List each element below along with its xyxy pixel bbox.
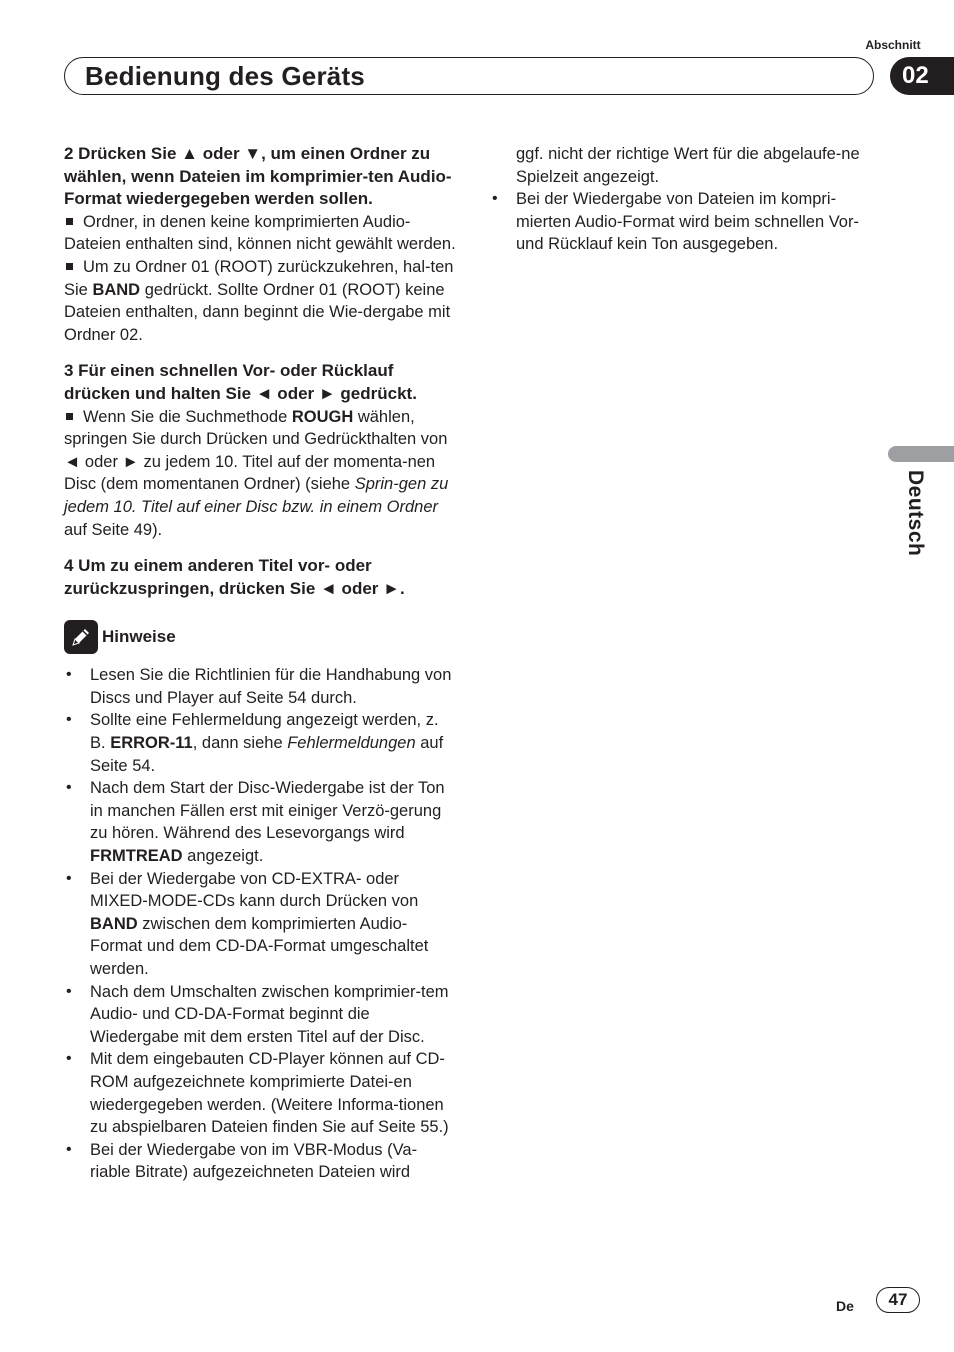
list-item — [64, 1048, 456, 1138]
footer-language-code: De — [836, 1298, 854, 1314]
list-item-continuation — [490, 143, 870, 188]
right-column — [490, 143, 870, 256]
list-item — [64, 664, 456, 709]
bullet-text: auf Seite 54. — [90, 734, 444, 775]
page-title: Bedienung des Geräts — [85, 61, 365, 91]
header-bar — [64, 57, 874, 95]
list-item — [64, 981, 456, 1049]
square-bullet-icon — [66, 413, 73, 420]
hinweise-header — [64, 620, 456, 654]
language-tab — [888, 446, 954, 462]
note-text: Ordner, in denen keine komprimierten Audio-Dateien enthalten sind, können nicht gewählt werden. — [64, 212, 456, 254]
step-4-heading: 4 Um zu einem anderen Titel vor- oder zurückzuspringen, drücken Sie ◄ oder ►. — [64, 556, 405, 598]
bullet-text: , dann siehe — [192, 734, 288, 753]
step-3-note — [64, 406, 456, 542]
step-2-heading: 2 Drücken Sie ▲ oder ▼, um einen Ordner zu wählen, wenn Dateien im komprimier-ten Audio-Format wiedergegeben werden sollen. — [64, 144, 452, 209]
bullet-text: Bei der Wiedergabe von Dateien im kompri-mierten Audio-Format wird beim schnellen Vor- und Rücklauf kein Ton ausgegeben. — [516, 190, 859, 254]
bullet-text: Nach dem Start der Disc-Wiedergabe ist der Ton in manchen Fällen erst mit einiger Verzö-gerung zu hören. Während des Lesevorgangs wird — [90, 779, 445, 843]
hinweise-list — [64, 664, 456, 1184]
note-bold: BAND — [92, 280, 141, 299]
note-text: auf Seite 49). — [64, 520, 163, 539]
bullet-bold: BAND — [90, 914, 138, 933]
section-label: Abschnitt — [865, 38, 921, 52]
note-text: Wenn Sie die Suchmethode — [83, 407, 292, 426]
note-text: Um zu Ordner 01 (ROOT) zurückzukehren, hal-ten Sie — [64, 257, 454, 299]
hinweise-list-continued — [490, 143, 870, 256]
pencil-note-icon — [64, 620, 98, 654]
list-item — [64, 1139, 456, 1184]
list-item — [64, 709, 456, 777]
bullet-text: ggf. nicht der richtige Wert für die abgelaufe-ne Spielzeit angezeigt. — [516, 145, 860, 186]
bullet-text: Bei der Wiedergabe von CD-EXTRA- oder MIXED-MODE-CDs kann durch Drücken von — [90, 869, 419, 911]
bullet-text: Nach dem Umschalten zwischen komprimier-tem Audio- und CD-DA-Format beginnt die Wiedergabe mit dem ersten Titel auf der Disc. — [90, 982, 449, 1046]
step-2 — [64, 143, 456, 346]
step-2-note-2 — [64, 256, 456, 346]
note-text: wählen, springen Sie durch Drücken und Gedrückthalten von ◄ oder ► zu jedem 10. Titel auf der momenta-nen Disc (dem momentanen Ordner) (siehe — [64, 407, 448, 494]
step-3-heading: 3 Für einen schnellen Vor- oder Rücklauf drücken und halten Sie ◄ oder ► gedrückt. — [64, 361, 417, 403]
list-item — [64, 777, 456, 867]
bullet-text: Mit dem eingebauten CD-Player können auf CD-ROM aufgezeichnete komprimierte Datei-en wiedergegeben werden. (Weitere Informa-tionen zu abspielbaren Dateien finden Sie auf Seite 55.) — [90, 1050, 449, 1137]
bullet-text: angezeigt. — [182, 847, 264, 866]
bullet-text: zwischen dem komprimierten Audio-Format und dem CD-DA-Format umgeschaltet werden. — [90, 914, 429, 978]
bullet-bold: FRMTREAD — [90, 847, 183, 866]
list-item — [490, 188, 870, 256]
square-bullet-icon — [66, 218, 73, 225]
bullet-italic-link: Fehlermeldungen — [287, 734, 416, 753]
bullet-text: Lesen Sie die Richtlinien für die Handhabung von Discs und Player auf Seite 54 durch. — [90, 666, 452, 707]
left-column — [64, 143, 456, 1184]
step-4 — [64, 555, 456, 600]
list-item — [64, 868, 456, 981]
page-number: 47 — [876, 1287, 920, 1313]
note-italic-link: Sprin-gen zu jedem 10. Titel auf einer Disc bzw. in einem Ordner — [64, 475, 449, 516]
section-number-badge: 02 — [890, 57, 954, 95]
note-text: gedrückt. Sollte Ordner 01 (ROOT) keine Dateien enthalten, dann beginnt die Wie-dergabe mit Ordner 02. — [64, 280, 451, 344]
bullet-text: Bei der Wiedergabe von im VBR-Modus (Va-riable Bitrate) aufgezeichneten Dateien wird — [90, 1140, 418, 1182]
bullet-bold: ERROR-11 — [110, 734, 193, 753]
language-label: Deutsch — [904, 470, 927, 557]
step-2-note-1 — [64, 211, 456, 256]
square-bullet-icon — [66, 263, 73, 270]
step-3 — [64, 360, 456, 541]
bullet-text: Sollte eine Fehlermeldung angezeigt werden, z. B. — [90, 711, 439, 753]
hinweise-title: Hinweise — [102, 627, 176, 647]
note-bold: ROUGH — [291, 407, 354, 426]
